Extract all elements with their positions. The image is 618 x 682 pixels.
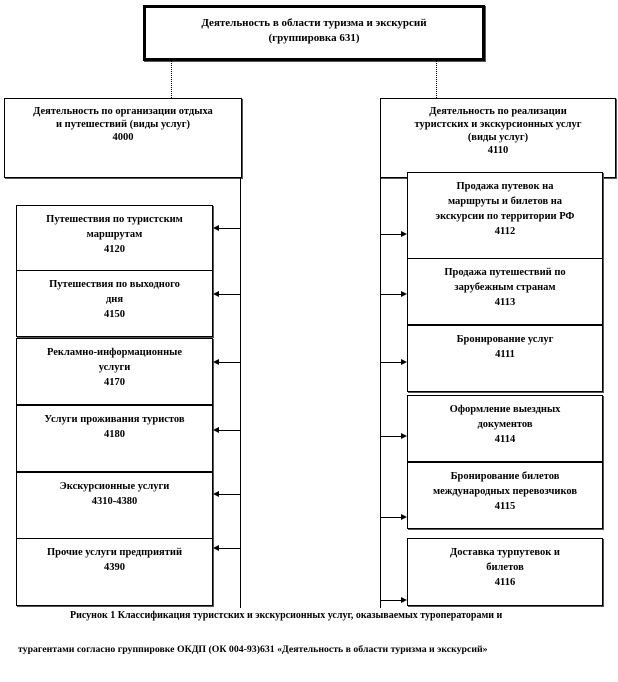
right-item-code: 4115 (494, 501, 516, 512)
right-item-label: Бронирование услуг (456, 334, 554, 345)
right-item-label: экскурсии по территории РФ (435, 211, 575, 222)
left-item-code: 4180 (104, 429, 125, 440)
left-item-box (16, 538, 213, 606)
left-connector-line (219, 548, 240, 549)
left-item-label: дня (105, 294, 124, 305)
arrow-icon (401, 231, 407, 237)
root-line2: (группировка 631) (268, 32, 360, 44)
right-header-code: 4110 (487, 145, 509, 156)
left-item-code: 4390 (104, 562, 125, 573)
caption-line2: турагентами согласно группировке ОКДП (ОК 004-93)631 «Деятельность в области туризма и экскурсий» (18, 644, 488, 655)
left-item-code: 4150 (104, 309, 125, 320)
right-item-label: документов (477, 419, 533, 430)
caption-line1: Рисунок 1 Классификация туристских и экскурсионных услуг, оказываемых туроператорами и (70, 610, 503, 621)
right-header-box (380, 98, 616, 178)
left-connector-line (219, 228, 240, 229)
arrow-icon (401, 433, 407, 439)
left-item-code: 4170 (104, 377, 125, 388)
left-header-box (4, 98, 242, 178)
right-header-line3: (виды услуг) (467, 132, 529, 143)
right-item-code: 4112 (494, 226, 516, 237)
left-connector-line (219, 294, 240, 295)
left-connector-line (219, 494, 240, 495)
right-item-box (407, 325, 603, 392)
left-item-code: 4120 (104, 244, 125, 255)
right-item-code: 4114 (494, 434, 516, 445)
left-item-label: Путешествия по выходного (49, 279, 180, 290)
right-item-code: 4113 (494, 297, 516, 308)
left-item-label: Прочие услуги предприятий (46, 547, 182, 558)
right-item-label: Доставка турпутевок и (450, 547, 560, 558)
left-item-label: маршрутам (86, 229, 143, 240)
right-header-line2: туристских и экскурсионных услуг (414, 119, 582, 130)
right-connector-line (380, 600, 401, 601)
right-item-label: международных перевозчиков (432, 486, 578, 497)
left-item-label: Услуги проживания туристов (44, 414, 185, 425)
left-header-code: 4000 (112, 132, 134, 143)
arrow-icon (213, 291, 219, 297)
left-header-line1: Деятельность по организации отдыха (33, 106, 213, 117)
connector-root-right (436, 61, 437, 98)
arrow-icon (401, 597, 407, 603)
left-item-box (16, 270, 213, 337)
right-header-line1: Деятельность по реализации (429, 106, 567, 117)
right-item-box (407, 172, 603, 262)
left-item-label: услуги (98, 362, 131, 373)
right-item-box (407, 462, 603, 529)
arrow-icon (401, 359, 407, 365)
right-connector-line (380, 362, 401, 363)
connector-root-left (171, 61, 172, 98)
right-item-label: маршруты и билетов на (447, 196, 563, 207)
left-header-line2: и путешествий (виды услуг) (55, 119, 190, 130)
right-connector-line (380, 517, 401, 518)
right-item-label: билетов (486, 562, 524, 573)
left-item-box (16, 338, 213, 405)
right-item-box (407, 538, 603, 606)
arrow-icon (401, 291, 407, 297)
arrow-icon (213, 225, 219, 231)
left-item-label: Экскурсионные услуги (59, 481, 170, 492)
right-item-label: зарубежным странам (454, 282, 556, 293)
right-connector-line (380, 436, 401, 437)
arrow-icon (213, 427, 219, 433)
root-box (143, 5, 485, 61)
right-item-code: 4116 (494, 577, 516, 588)
right-item-label: Бронирование билетов (450, 471, 560, 482)
left-trunk-line (240, 178, 241, 608)
arrow-icon (213, 359, 219, 365)
left-item-box (16, 205, 213, 273)
left-item-box (16, 405, 213, 472)
left-item-label: Рекламно-информационные (46, 347, 182, 358)
left-item-code: 4310-4380 (91, 496, 138, 507)
right-item-box (407, 395, 603, 462)
right-item-box (407, 258, 603, 325)
arrow-icon (401, 514, 407, 520)
left-item-box (16, 472, 213, 539)
left-connector-line (219, 430, 240, 431)
right-connector-line (380, 234, 401, 235)
root-line1: Деятельность в области туризма и экскурсий (201, 17, 427, 29)
right-trunk-line (380, 178, 381, 608)
right-item-label: Оформление выездных (449, 404, 561, 415)
right-item-code: 4111 (495, 349, 515, 360)
left-connector-line (219, 362, 240, 363)
arrow-icon (213, 545, 219, 551)
arrow-icon (213, 491, 219, 497)
right-item-label: Продажа путешествий по (444, 267, 566, 278)
right-item-label: Продажа путевок на (456, 181, 554, 192)
right-connector-line (380, 294, 401, 295)
left-item-label: Путешествия по туристским (46, 214, 183, 225)
